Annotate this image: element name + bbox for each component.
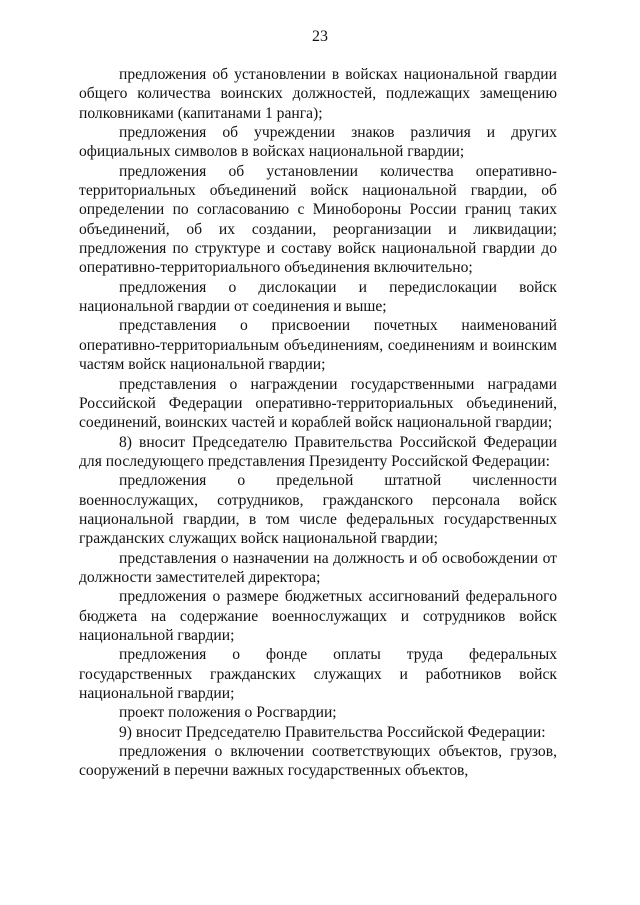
paragraph: 8) вносит Председателю Правительства Российской Федерации для последующего представления Президенту Российской Федерации: (79, 433, 557, 470)
paragraph: представления о присвоении почетных наименований оперативно-территориальным объединениям, соединениям и воинским частям войск национальной гвардии; (79, 317, 557, 374)
paragraph: предложения о размере бюджетных ассигнований федерального бюджета на содержание военнослужащих и сотрудников войск национальной гвардии; (79, 588, 557, 644)
paragraph: 9) вносит Председателю Правительства Российской Федерации: (119, 723, 546, 741)
paragraph: предложения о фонде оплаты труда федеральных государственных гражданских служащих и работников войск национальной гвардии; (79, 646, 557, 702)
paragraph: представления о награждении государственными наградами Российской Федерации оперативно-территориальных объединений, соединений, воинских частей и кораблей войск национальной гвардии; (79, 375, 557, 432)
paragraph: представления о назначении на должность и об освобождении от должности заместителей директора; (79, 549, 557, 586)
paragraph: предложения об установлении в войсках национальной гвардии общего количества воинских должностей, подлежащих замещению полковниками (капитанами 1 ранга); (79, 66, 557, 122)
paragraph: проект положения о Росгвардии; (119, 704, 337, 722)
document-body (79, 65, 557, 781)
paragraph: предложения о предельной штатной численности военнослужащих, сотрудников, гражданского персонала войск национальной гвардии, в том числе федеральных государственных гражданских служащих войск национальной гвардии; (79, 472, 557, 548)
page-number: 23 (312, 28, 328, 45)
paragraph: предложения об установлении количества оперативно-территориальных объединений войск национальной гвардии, об определении по согласованию с Минобороны России границ таких объединений, об их создании, реорганизации и ликвидации; предложения по структуре и составу войск национальной гвардии до оперативно-территориального объединения включительно; (79, 162, 557, 277)
paragraph: предложения об учреждении знаков различия и других официальных символов в войсках национальной гвардии; (79, 124, 557, 161)
paragraph: предложения о дислокации и передислокации войск национальной гвардии от соединения и выше; (79, 278, 557, 316)
paragraph: предложения о включении соответствующих объектов, грузов, сооружений в перечни важных государственных объектов, (79, 743, 557, 780)
